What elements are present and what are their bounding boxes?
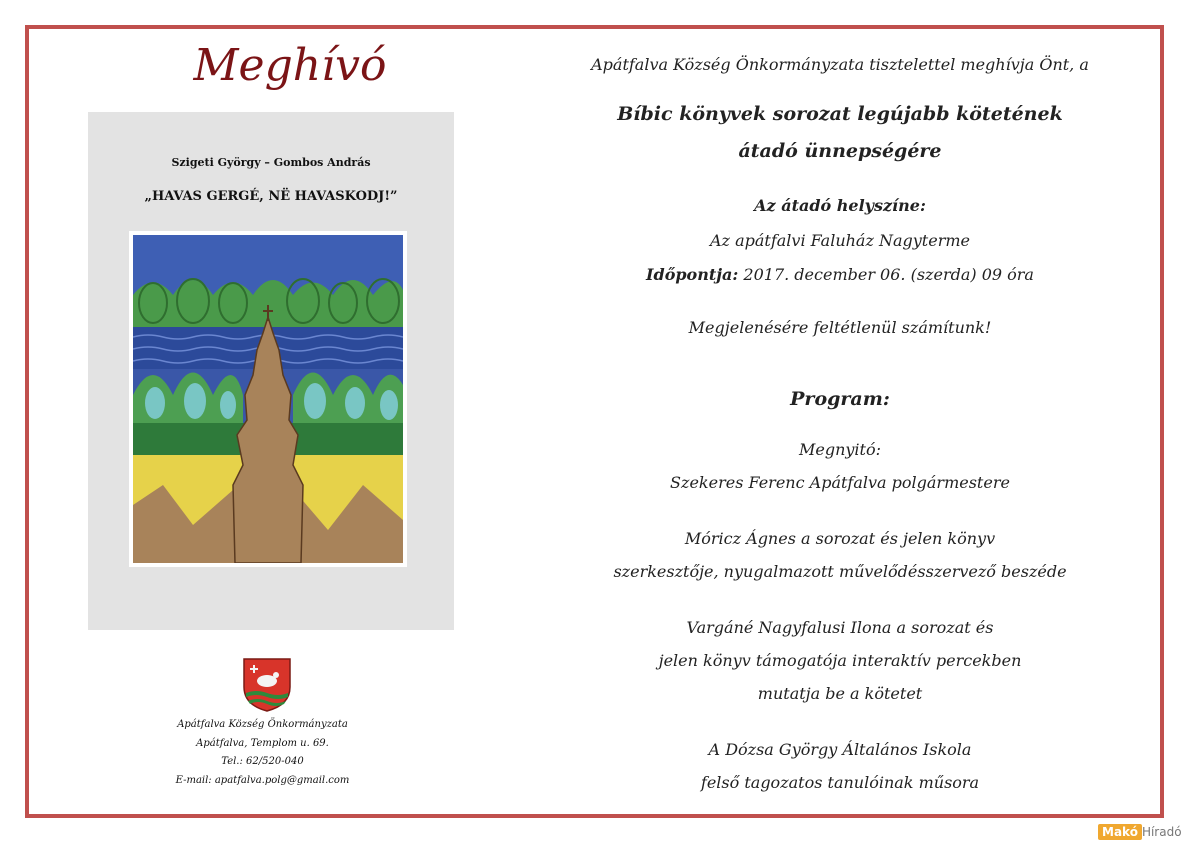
program-item: mutatja be a kötetet [757,684,923,703]
cover-illustration [129,231,407,567]
coat-of-arms-icon [240,655,294,713]
page-title: Meghívó [193,40,387,91]
cover-book-title: „HAVAS GERGÉ, NË HAVASKODJ!” [144,189,398,204]
venue-label: Az átadó helyszíne: [754,196,926,215]
cover-author: Szigeti György – Gombos András [171,156,371,169]
cover-painting [133,235,403,563]
venue-text: Az apátfalvi Faluház Nagyterme [710,231,970,250]
time-label: Időpontja: [646,265,739,284]
invite-headline-1: Bíbic könyvek sorozat legújabb kötetének [617,103,1063,125]
program-item: Vargáné Nagyfalusi Ilona a sorozat és [686,618,994,637]
watermark-suffix: Híradó [1141,825,1182,839]
program-heading: Program: [790,388,890,410]
contact-block [140,716,385,790]
contact-email: E-mail: apatfalva.polg@gmail.com [175,774,350,786]
contact-phone: Tel.: 62/520-040 [221,756,304,767]
contact-address: Apátfalva, Templom u. 69. [196,737,329,749]
invite-headline-2: átadó ünnepségére [738,140,942,162]
time-value: 2017. december 06. (szerda) 09 óra [743,265,1034,284]
program-item: Megnyitó: [798,440,881,459]
program-item: Móricz Ágnes a sorozat és jelen könyv [684,529,996,548]
watermark [1098,825,1182,845]
contact-org: Apátfalva Község Önkormányzata [177,719,348,730]
book-cover [88,112,454,630]
program-item: jelen könyv támogatója interaktív percekben [658,651,1022,670]
attendance-note: Megjelenésére feltétlenül számítunk! [688,318,992,337]
program-item: szerkesztője, nyugalmazott művelődésszervező beszéde [613,562,1067,581]
invite-intro: Apátfalva Község Önkormányzata tisztelettel meghívja Önt, a [591,55,1089,74]
program-item: Szekeres Ferenc Apátfalva polgármestere [670,473,1010,492]
time-line [560,265,1120,284]
watermark-brand: Makó [1098,824,1142,840]
program-item: felső tagozatos tanulóinak műsora [700,773,980,792]
program-item: A Dózsa György Általános Iskola [708,740,972,759]
